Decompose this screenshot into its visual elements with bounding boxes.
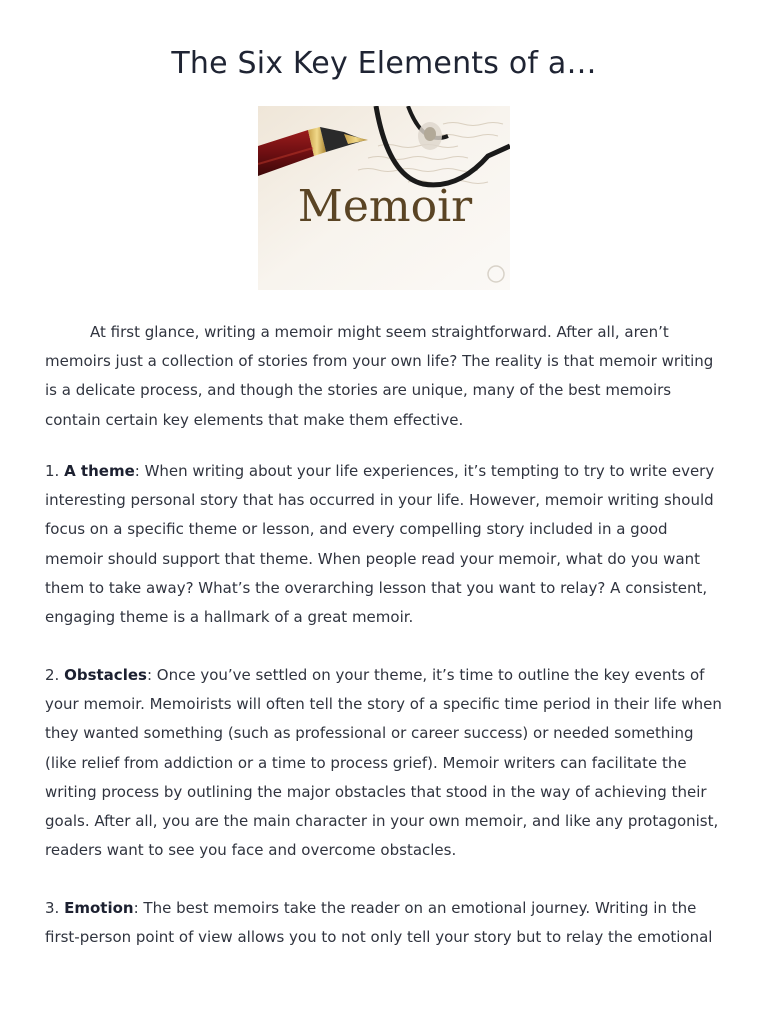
element-term: A theme (64, 462, 135, 480)
element-theme (45, 457, 725, 632)
element-description: : Once you’ve settled on your theme, it’s time to outline the key events of your memoir. Memoirists will often tell the story of a specific time period in their life when they wanted something (such as professional or career success) or needed something (like relief from addiction or a time to process grief). Memoir writers can facilitate the writing process by outlining the major obstacles that stood in the way of achieving their goals. After all, you are the main character in your own memoir, and like any protagonist, readers want to see you face and overcome obstacles. (45, 666, 722, 860)
element-obstacles-text (45, 661, 725, 865)
element-emotion (45, 894, 725, 952)
memoir-word: Memoir (297, 181, 473, 232)
intro-paragraph (45, 318, 725, 435)
page-title: The Six Key Elements of a… (171, 46, 597, 81)
element-obstacles (45, 661, 725, 865)
element-theme-text (45, 457, 725, 632)
intro-text: At first glance, writing a memoir might seem straightforward. After all, aren’t memoirs just a collection of stories from your own life? The reality is that memoir writing is a delicate process, and though the stories are unique, many of the best memoirs contain certain key elements that make them effective. (45, 323, 714, 429)
pen-and-glasses-icon (258, 106, 510, 290)
element-number: 1. (45, 462, 60, 480)
element-emotion-text (45, 894, 725, 952)
element-description: : When writing about your life experiences, it’s tempting to try to write every interesting personal story that has occurred in your life. However, memoir writing should focus on a specific theme or lesson, and every compelling story included in a good memoir should support that theme. When people read your memoir, what do you want them to take away? What’s the overarching lesson that you want to relay? A consistent, engaging theme is a hallmark of a great memoir. (45, 462, 715, 627)
memoir-hero-image (258, 106, 510, 290)
element-term: Obstacles (64, 666, 147, 684)
element-description: : The best memoirs take the reader on an emotional journey. Writing in the first-person point of view allows you to not only tell your story but to relay the emotional (45, 899, 713, 947)
element-term: Emotion (64, 899, 134, 917)
element-number: 2. (45, 666, 60, 684)
element-number: 3. (45, 899, 60, 917)
